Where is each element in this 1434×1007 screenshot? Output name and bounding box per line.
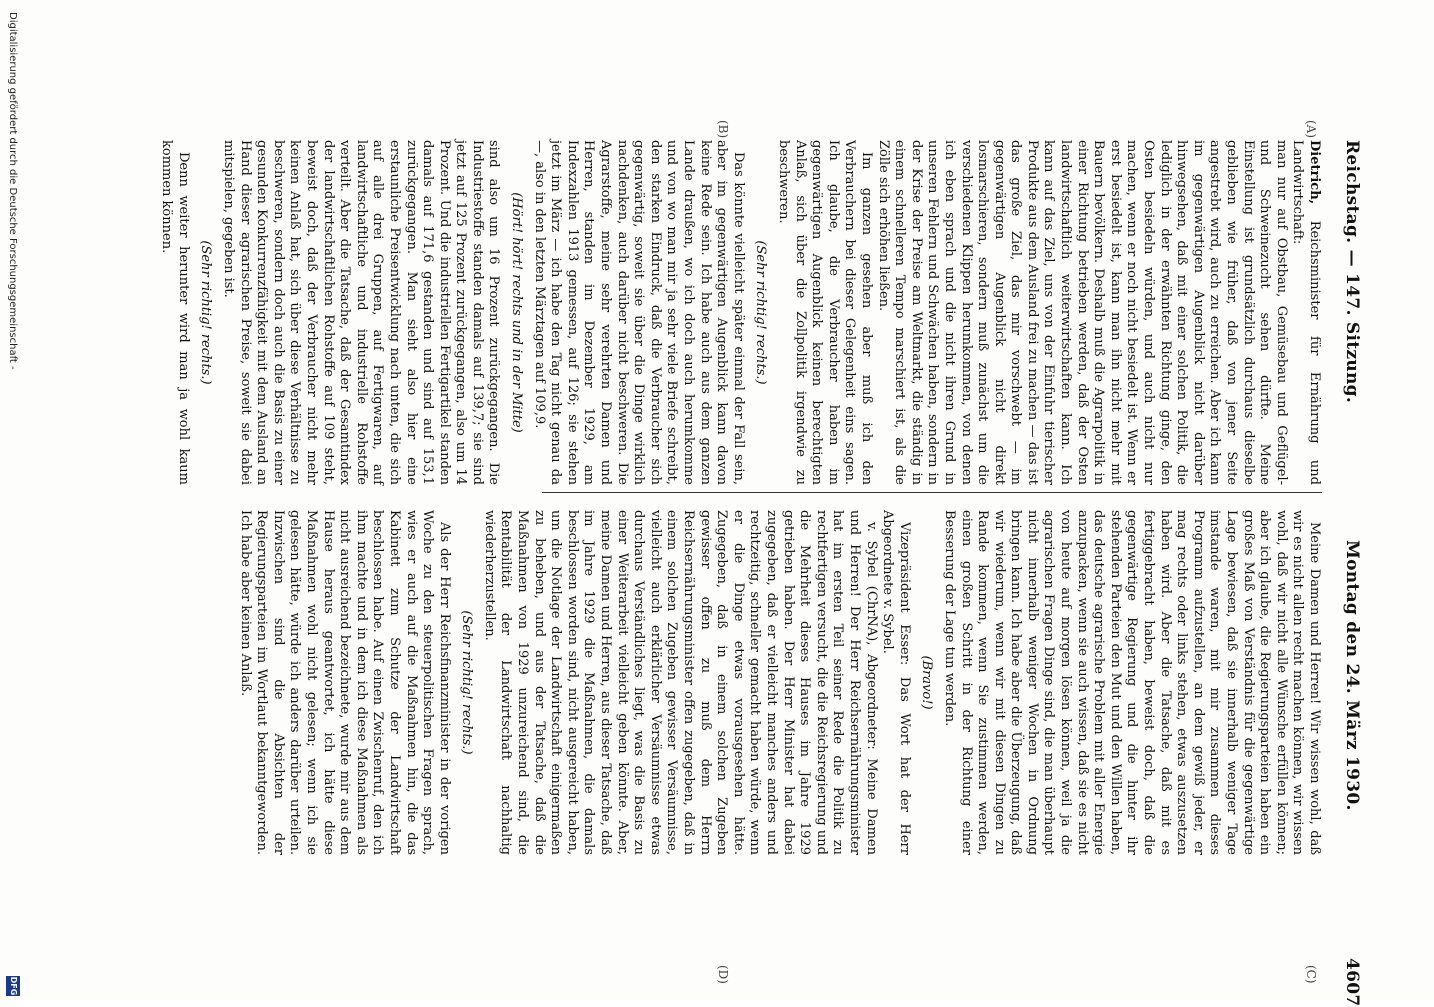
margin-mark-a: (A) bbox=[1304, 120, 1318, 139]
header-date: Montag den 24. März 1930. bbox=[1342, 540, 1362, 811]
right-paragraph-3: v. Sybel (ChrNA), Abgeordneter: Meine Damen und Herren! Der Herr Reichsernährungsminister hat im ersten Teil seiner Rede die Politik zu rechtfertigen versucht, die die Reichsregierung und die Mehrheit dieses Hauses im Jahre 1929 getrieben haben. Der Herr Minister hat dabei zugegeben, daß er vielleicht manches anders und rechtzeitig, schneller gemacht haben würde, wenn er die Dinge etwas vorausgesehen hätte. Zugegeben, daß in einem solchen Zugeben gewisser offen zu muß dem Herrn Reichsernährungsminister offen zugegeben, daß in einem solchen Zugeben gewisser Versäumnisse, vielleicht auch erklärlicher Versäumnisse etwas durchaus Verständliches liegt, was die Basis zu einer Weiterarbeit vielleicht geben könnte. Aber, meine Damen und Herren, aus dieser Tatsache, daß im Jahre 1929 die Maßnahmen, die damals beschlossen worden sind, nicht ausgereicht haben, um die Notlage der Landwirtschaft einigermaßen zu beheben, und aus der Tatsache, daß die Maßnahmen von 1929 unzureichend sind, die Rentabilität der Landwirtschaft nachhaltig wiederherzustellen. bbox=[481, 510, 879, 855]
left-paragraph-1: man nur auf Obstbau, Gemüsebau und Geflügel- und Schweinezucht sehen dürfte. Meine Einstellung ist grundsätzlich durchaus dieselbe geblieben wie früher, daß von jener Seite angestrebt wird, auch zu erreichen. Aber ich kann im gegenwärtigen Augenblick nicht darüber hinwegsehen, daß mit einer solchen Politik, die lediglich in der erwähnten Richtung ginge, den Osten besiedeln würden, und auch nicht nur machen, wenn er noch nicht besiedelt ist. Wenn er erst besiedelt ist, kann man ihn nicht mehr mit Bauern bevölkern. Deshalb muß die Agrarpolitik in einer Richtung betrieben werden, daß der Osten landwirtschaftlich weiterwirtschaften kann. Ich kann auf das Ziel, uns von der Einfuhr tierischer Produkte aus dem Ausland frei zu machen — das ist das große Ziel, das mir vorschwebt — im gegenwärtigen Augenblick nicht direkt losmarschieren, sondern muß zunächst um die verschiedenen Klippen herumkommen, von denen ich eben sprach und die nicht ihren Grund in unseren Fehlern und Schwächen haben, sondern in der Krise der Preise am Weltmarkt, die ständig in einem schnelleren Tempo marschiert ist, als die Zölle sich erhöhen ließen. bbox=[875, 140, 1289, 485]
right-paragraph-2: Vizepräsident Esser: Das Wort hat der Herr Abgeordnete v. Sybel. bbox=[880, 510, 912, 855]
left-paragraph-5: Denn weiter herunter wird man ja wohl kaum kommen können. bbox=[159, 140, 191, 485]
header-session: Reichstag. — 147. Sitzung. bbox=[1342, 140, 1362, 404]
left-interjection-3: (Sehr richtig! rechts.) bbox=[198, 240, 214, 385]
speaker-name: Dietrich, bbox=[1307, 140, 1322, 205]
left-paragraph-2: Im ganzen gesehen aber muß ich den Verbrauchern bei dieser Gelegenheit eins sagen. Ich glaube, die Verbraucher haben im gegenwärtigen Augenblick keinen berechtigten Anlaß, sich über die Zollpolitik irgendwie zu beschweren. bbox=[776, 140, 874, 485]
right-column bbox=[236, 510, 1322, 855]
left-interjection-1: (Sehr richtig! rechts.) bbox=[753, 240, 769, 385]
margin-mark-d: (D) bbox=[716, 965, 730, 984]
right-paragraph-1: Meine Damen und Herren! Wir wissen wohl, daß wir es nicht allen recht machen können, wir wissen wohl, daß wir nicht alle Wünsche erfüllen können; aber ich glaube, die Regierungsparteien haben ein großes Maß von Verständnis für die gegenwärtige Lage bewiesen, daß sie innerhalb weniger Tage imstande waren, mit mir zusammen dieses Programm aufzustellen, an dem gewiß jeder, er mag rechts oder links stehen, etwas auszusetzen haben wird. Aber die Tatsache, daß mit es fertiggebracht haben, beweist doch, daß die gegenwärtige Regierung und die hinter ihr stehenden Parteien den Mut und den Willen haben, das deutsche agrarische Problem mit aller Energie anzupacken, wenn sie auch wissen, daß sie es nicht von heute auf morgen lösen können, weil ja die agrarischen Fragen Dinge sind, die man überhaupt nicht innerhalb weniger Wochen in Ordnung bringen kann. Ich habe aber die Überzeugung, daß wir wiederum, wenn wir mit diesen Dingen zu Rande kommen, wenn Sie zustimmen werden, einen großen Schritt in der Richtung einer Besserung der Lage tun werden. bbox=[941, 510, 1322, 855]
dfg-logo: DFG bbox=[6, 976, 20, 996]
right-paragraph-4: Als der Herr Reichsfinanzminister in der vorigen Woche zu den steuerpolitischen Fragen sprach, wies er auch auf die Maßnahmen hin, die das Kabinett zum Schutze der Landwirtschaft beschlossen habe. Auf einen Zwischenruf, den ich ihm machte und in dem ich diese Maßnahmen als nicht ausreichend bezeichnete, wurde mir aus dem Hause heraus geantwortet, ich hätte diese Maßnahmen wohl nicht gelesen; wenn ich sie gelesen hätte, würde ich anders darüber urteilen. Inzwischen sind die Absichten der Regierungsparteien im Wortlaut bekanntgeworden. Ich habe aber keinen Anlaß. bbox=[237, 510, 452, 855]
right-interjection-1: (Bravo!) bbox=[919, 655, 935, 710]
page-header bbox=[1322, 0, 1362, 1007]
left-column bbox=[158, 140, 1322, 485]
left-interjection-2: (Hört! hört! rechts und in der Mitte) bbox=[509, 192, 525, 433]
digitization-footer bbox=[4, 0, 18, 1000]
margin-mark-c: (C) bbox=[1304, 965, 1318, 984]
margin-mark-b: (B) bbox=[716, 120, 730, 139]
left-paragraph-3: Das könnte vielleicht später einmal der Fall sein, aber im gegenwärtigen Augenblick kann davon keine Rede sein. Ich habe auch aus dem ganzen Lande draußen, wo ich doch auch herumkomme und von wo man mir ja sehr viele Briefe schreibt, den starken Eindruck, daß die Verbraucher sich gegenwärtig, soweit sie über die Dinge wirklich nachdenken, auch darüber nicht beschweren. Die Agrarstoffe, meine sehr verehrten Damen und Herren, standen im Dezember 1929, am Indexzahlen 1913 gemessen, auf 126; sie stehen jetzt im März — ich habe den Tag nicht genau da —, also in den letzten Märztagen auf 109,9. bbox=[531, 140, 746, 485]
speaker-role: Reichsminister für Ernährung und Landwirtschaft: bbox=[1290, 140, 1322, 485]
right-interjection-2: (Sehr richtig! rechts.) bbox=[459, 610, 475, 755]
column-divider bbox=[542, 492, 1322, 493]
footer-credit: Digitalisierung gefördert durch die Deutsche Forschungsgemeinschaft - bbox=[7, 12, 18, 370]
speaker-line bbox=[1289, 140, 1322, 485]
page-number: 4607 bbox=[1342, 958, 1362, 1007]
left-paragraph-4: sind also um 16 Prozent zurückgegangen. Die Industriestoffe standen damals auf 139,7; sie sind jetzt auf 125 Prozent zurückgegangen, also um 14 Prozent. Und die industriellen Fertigartikel standen damals auf 171,6 gestanden und sind auf 153,1 zurückgegangen. Man sieht also hier eine erstaunliche Preisentwicklung nach unten, die sich auf alle drei Gruppen, auf Fertigwaren, auf landwirtschaftliche und industrielle Rohstoffe verteilt. Aber die Tatsache, daß der Gesamtindex der landwirtschaftlichen Rohstoffe auf 109 steht, beweist doch, daß der Verbraucher nicht mehr keinen Anlaß hat, sich über diese Verhältnisse zu beschweren, sondern doch auch die Basis zu einer gesunden Konkurrenzfähigkeit mit dem Ausland an Hand dieser agrarischen Preise, soweit sie dabei mitspielen, gegeben ist. bbox=[221, 140, 502, 485]
